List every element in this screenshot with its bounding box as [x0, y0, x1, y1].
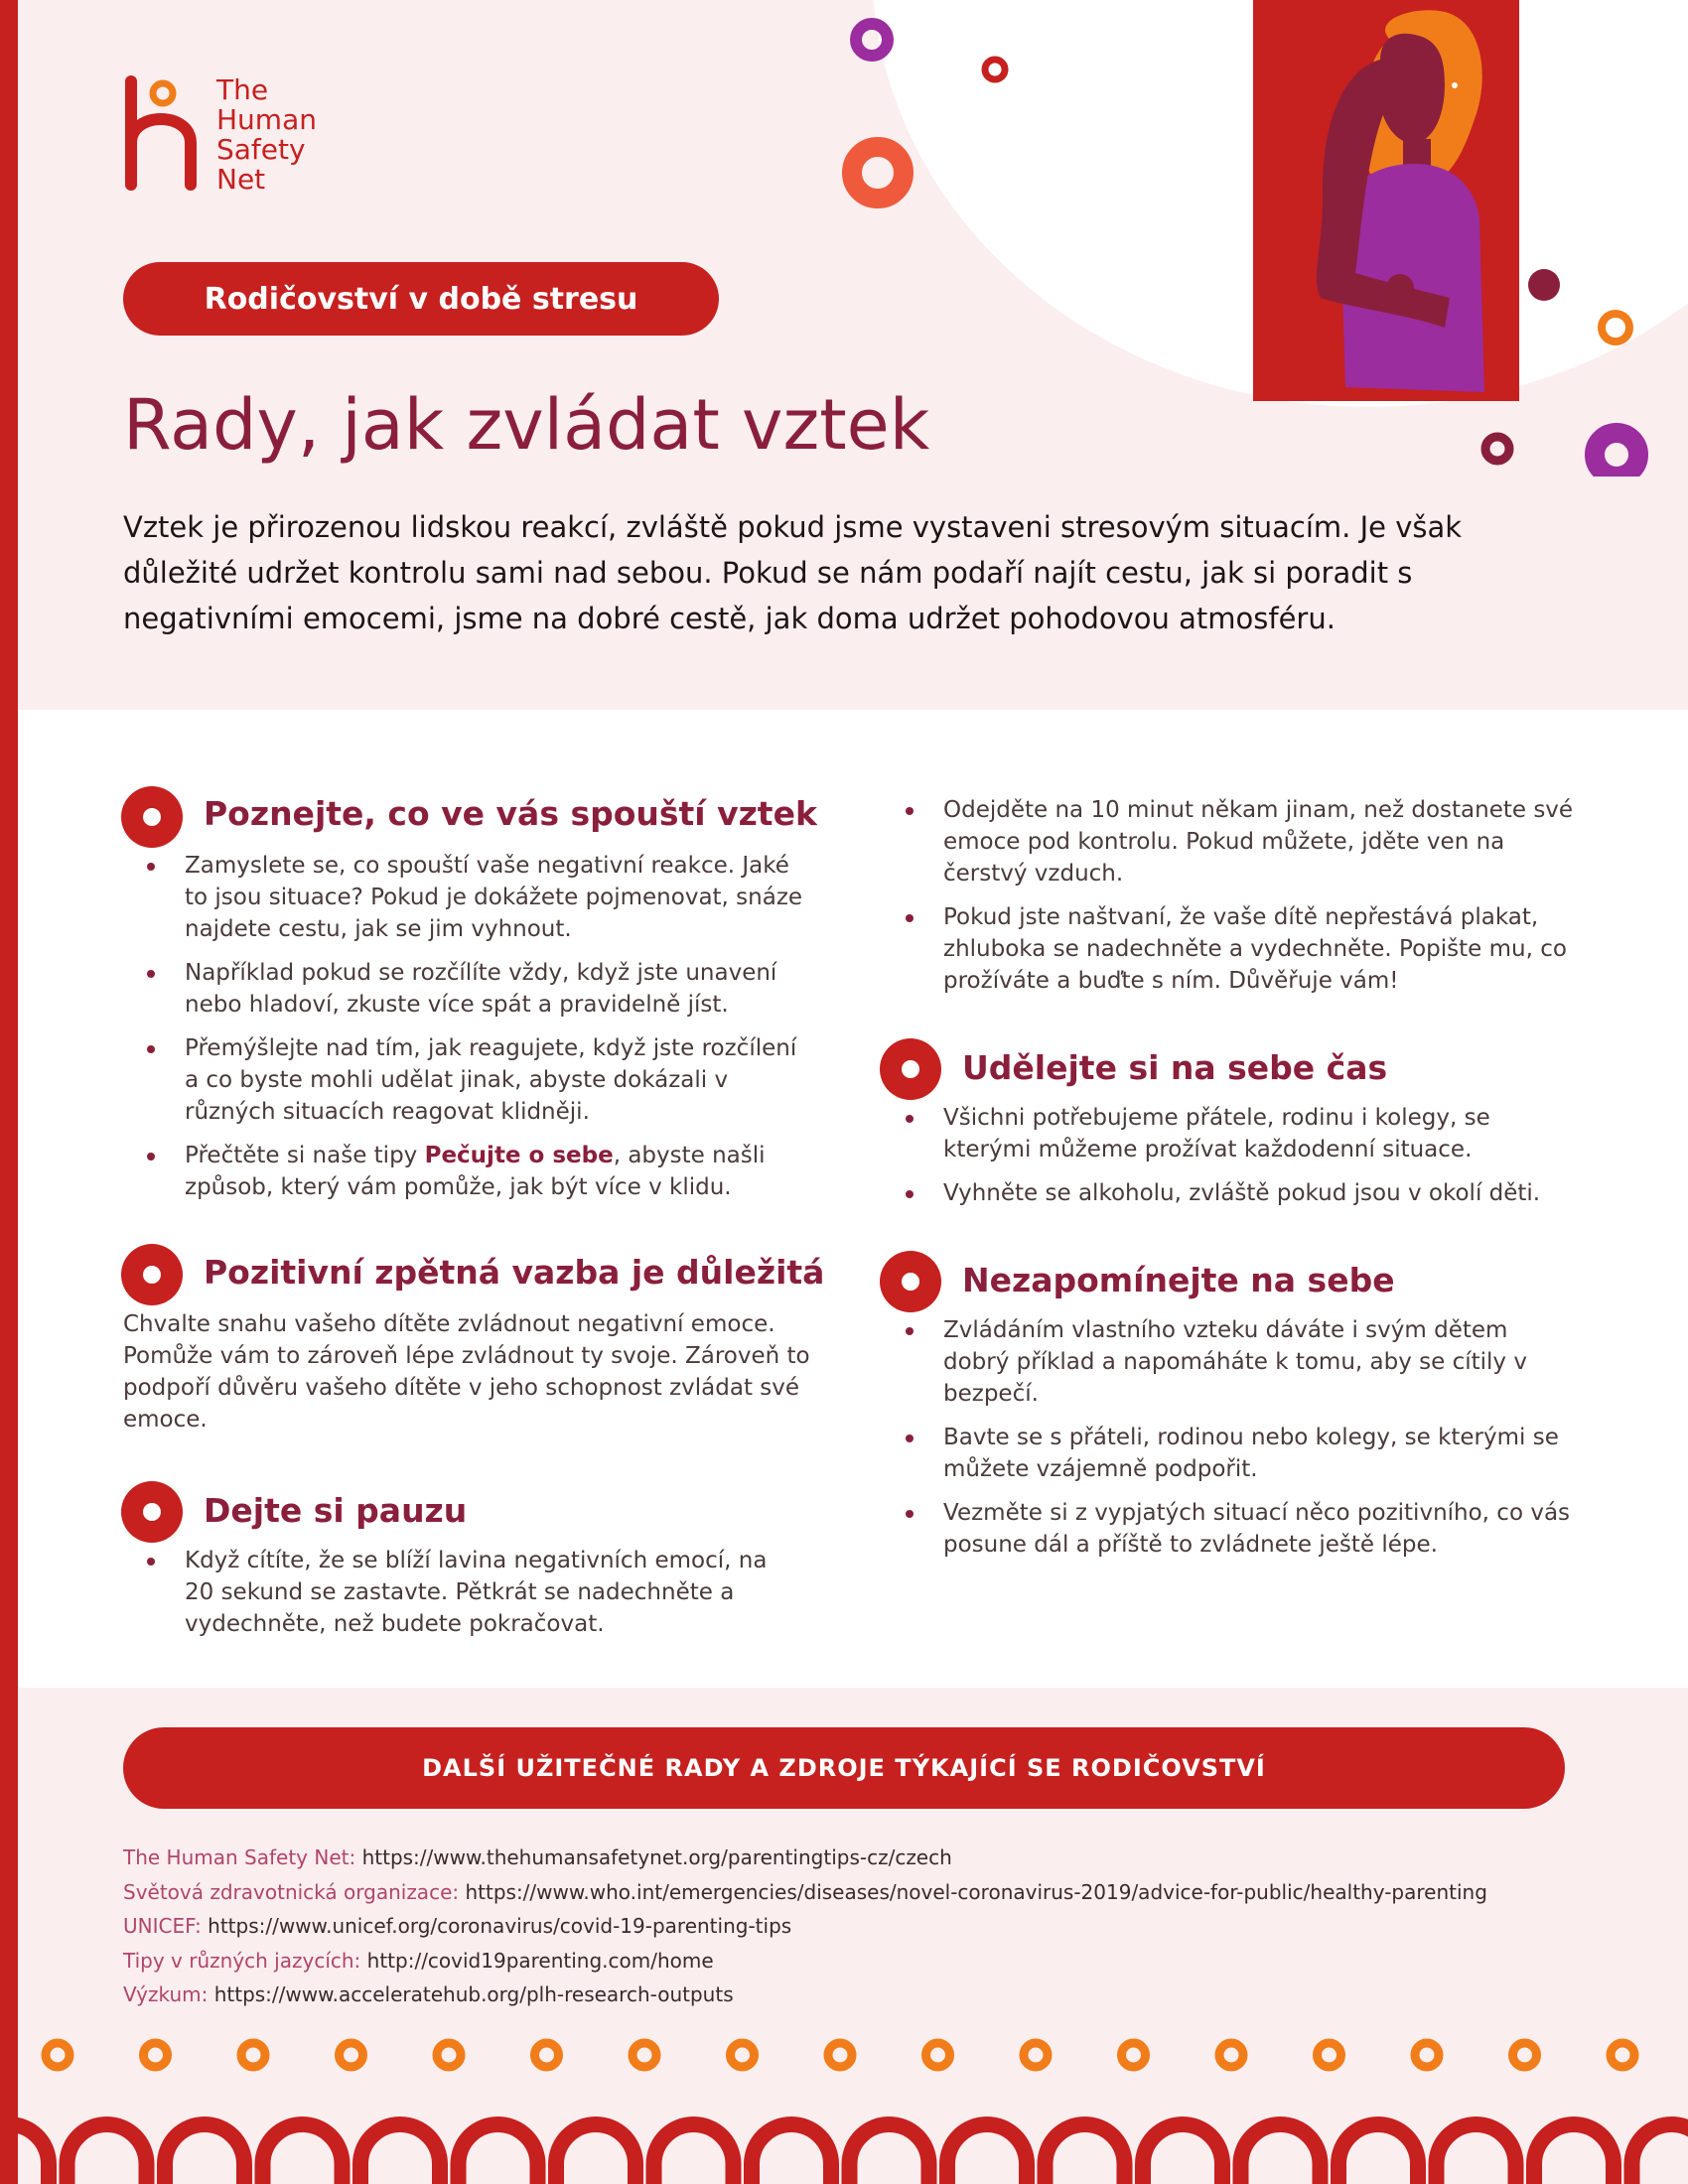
footer-arch-icon	[752, 2124, 831, 2184]
time-list	[882, 1102, 1577, 1221]
list-item	[123, 1140, 808, 1203]
footer-dot-icon	[535, 2043, 559, 2067]
resource-link[interactable]: https://www.unicef.org/coronavirus/covid-19-parenting-tips	[208, 1914, 792, 1938]
footer-arch-icon	[1143, 2124, 1222, 2184]
self-care-tips-link[interactable]: Pečujte o sebe	[424, 1143, 614, 1168]
decorative-circle-icon	[977, 50, 1017, 89]
list-item: Přemýšlejte nad tím, jak reagujete, když jste rozčílení a co byste mohli udělat jinak, abyste dokázali v různých situacích reagovat klidněji.	[123, 1032, 808, 1128]
footer-dot-icon	[46, 2043, 70, 2067]
footer-arch-icon	[1046, 2124, 1125, 2184]
section-bullet-icon	[880, 1038, 941, 1100]
intro-paragraph: Vztek je přirozenou lidskou reakcí, zvláště pokud jsme vystaveni stresovým situacím. Je však důležité udržet kontrolu sami nad sebou. Pokud se nám podaří najít cestu, jak si poradit s negativními emocemi, jsme na dobré cestě, jak doma udržet pohodovou atmosféru.	[123, 510, 1463, 635]
footer-dot-icon	[1318, 2043, 1341, 2067]
footer-dot-icon	[241, 2043, 265, 2067]
footer-dot-icon	[144, 2043, 168, 2067]
resource-link[interactable]: http://covid19parenting.com/home	[366, 1948, 714, 1973]
section-title-triggers: Poznejte, co ve vás spouští vztek	[204, 794, 817, 833]
topic-tag: Rodičovství v době stresu	[123, 262, 719, 336]
list-item: Zvládáním vlastního vzteku dáváte i svým dětem dobrý příklad a napomáháte k tomu, aby se cítily v bezpečí.	[882, 1314, 1577, 1410]
footer-arch-icon	[654, 2124, 734, 2184]
logo-line: Human	[216, 103, 317, 136]
footer-dot-icon	[731, 2043, 755, 2067]
footer-arch-icon	[1632, 2124, 1688, 2184]
footer-arch-icon	[1437, 2124, 1516, 2184]
list-item-text: , abyste našli způsob, který vám pomůže, jak být více v klidu.	[185, 1143, 766, 1200]
footer-arch-icon	[947, 2124, 1027, 2184]
footer-dot-icon	[437, 2043, 461, 2067]
list-item: Bavte se s přáteli, rodinou nebo kolegy, se kterými se můžete vzájemně podpořit.	[882, 1422, 1577, 1485]
pause-list	[123, 1545, 798, 1652]
logo-text	[216, 75, 317, 195]
footer-arch-icon	[360, 2124, 440, 2184]
footer-arch-icon	[1241, 2124, 1321, 2184]
list-item: Zamyslete se, co spouští vaše negativní reakce. Jaké to jsou situace? Pokud je dokážete pojmenovat, snáze najdete cestu, jak se jim vyhnout.	[123, 850, 808, 945]
logo-line: Net	[216, 163, 266, 196]
footer-arch-icon	[68, 2124, 147, 2184]
footer-dot-icon	[1024, 2043, 1048, 2067]
footer-arch-icon	[0, 2124, 49, 2184]
section-title-self: Nezapomínejte na sebe	[962, 1261, 1395, 1299]
pause-tips-list	[882, 794, 1577, 1009]
footer-arch-icon	[1338, 2124, 1418, 2184]
resource-item	[123, 1909, 1487, 1944]
resources-list	[123, 1841, 1487, 2012]
self-list	[882, 1314, 1577, 1572]
section-bullet-icon	[121, 1244, 183, 1305]
resource-item	[123, 1875, 1487, 1910]
resource-link[interactable]: https://www.who.int/emergencies/diseases/novel-coronavirus-2019/advice-for-public/healthy-parenting	[465, 1879, 1487, 1904]
feedback-paragraph: Chvalte snahu vašeho dítěte zvládnout negativní emoce. Pomůže vám to zároveň lépe zvládnout ty svoje. Zároveň to podpoří důvěru vašeho dítěte v jeho schopnost zvládat své emoce.	[123, 1311, 810, 1433]
footer-arch-icon	[556, 2124, 635, 2184]
list-item: Odejděte na 10 minut někam jinam, než dostanete své emoce pod kontrolu. Pokud můžete, jděte ven na čerstvý vzduch.	[882, 794, 1577, 889]
resource-item	[123, 1944, 1487, 1979]
logo-line: Safety	[216, 133, 306, 166]
decorative-circle-icon	[842, 14, 902, 73]
resource-label: Světová zdravotnická organizace:	[123, 1879, 460, 1904]
section-bullet-icon	[121, 1481, 183, 1543]
footer-dot-icon	[1415, 2043, 1439, 2067]
section-title-time: Udělejte si na sebe čas	[962, 1048, 1388, 1087]
decorative-circle-icon	[840, 137, 919, 216]
footer-pattern	[0, 2025, 1688, 2184]
resource-label: The Human Safety Net:	[123, 1845, 356, 1869]
section-bullet-icon	[121, 786, 183, 848]
footer-arch-icon	[263, 2124, 343, 2184]
resource-link[interactable]: https://www.thehumansafetynet.org/parentingtips-cz/czech	[361, 1845, 952, 1869]
resource-item	[123, 1978, 1487, 2012]
section-bullet-icon	[880, 1251, 941, 1312]
footer-arch-icon	[1534, 2124, 1614, 2184]
list-item: Pokud jste naštvaní, že vaše dítě nepřestává plakat, zhluboka se nadechněte a vydechněte. Popište mu, co prožíváte a buďte s ním. Důvěřuje vám!	[882, 901, 1577, 997]
resource-label: Tipy v různých jazycích:	[123, 1948, 361, 1973]
footer-dot-icon	[828, 2043, 852, 2067]
resource-item	[123, 1841, 1487, 1875]
list-item: Například pokud se rozčílíte vždy, když jste unavení nebo hladoví, zkuste více spát a pravidelně jíst.	[123, 957, 808, 1021]
footer-arch-icon	[459, 2124, 538, 2184]
left-accent-bar	[0, 0, 18, 2184]
page-title: Rady, jak zvládat vztek	[123, 384, 930, 466]
footer-dot-icon	[926, 2043, 950, 2067]
list-item: Vyhněte se alkoholu, zvláště pokud jsou v okolí děti.	[882, 1177, 1577, 1209]
section-title-feedback: Pozitivní zpětná vazba je důležitá	[204, 1253, 825, 1292]
human-safety-net-logo-icon	[119, 73, 209, 193]
list-item: Když cítíte, že se blíží lavina negativních emocí, na 20 sekund se zastavte. Pětkrát se nadechněte a vydechněte, než budete pokračovat.	[123, 1545, 798, 1640]
logo-line: The	[216, 73, 269, 106]
footer-dot-icon	[1122, 2043, 1146, 2067]
footer-dot-icon	[633, 2043, 656, 2067]
section-title-pause: Dejte si pauzu	[204, 1491, 468, 1530]
footer-dot-icon	[1611, 2043, 1634, 2067]
list-item: Všichni potřebujeme přátele, rodinu i kolegy, se kterými můžeme prožívat každodenní situace.	[882, 1102, 1577, 1165]
footer-dot-icon	[340, 2043, 363, 2067]
triggers-list	[123, 850, 808, 1215]
resource-link[interactable]: https://www.acceleratehub.org/plh-research-outputs	[213, 1982, 734, 2006]
list-item-text: Přečtěte si naše tipy	[185, 1143, 425, 1168]
stressed-woman-illustration	[1251, 0, 1688, 477]
footer-arch-icon	[850, 2124, 929, 2184]
resource-label: Výzkum:	[123, 1982, 209, 2006]
resources-heading: DALŠÍ UŽITEČNÉ RADY A ZDROJE TÝKAJÍCÍ SE RODIČOVSTVÍ	[123, 1727, 1565, 1809]
list-item: Vezměte si z vypjatých situací něco pozitivního, co vás posune dál a příště to zvládnete ještě lépe.	[882, 1497, 1577, 1561]
footer-arch-icon	[165, 2124, 244, 2184]
footer-dot-icon	[1219, 2043, 1243, 2067]
footer-dot-icon	[1513, 2043, 1537, 2067]
resource-label: UNICEF:	[123, 1914, 202, 1938]
